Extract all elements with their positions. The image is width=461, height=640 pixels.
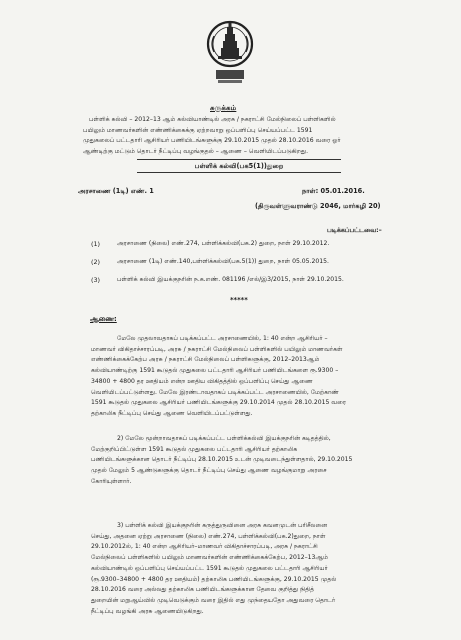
order-number: அரசாணை (1டி) எண். 1 bbox=[78, 187, 154, 195]
paragraph-line: நீட்டிப்பு வழங்கி அரசு ஆணையிடுகிறது. bbox=[91, 607, 204, 615]
divider-line bbox=[137, 159, 341, 160]
paragraph-line: 29.10.2012ல், 1: 40 என்ற ஆசிரியர்–மாணவர் விகிதாச்சாரப்படி, அரசு / நகராட்சி bbox=[91, 543, 318, 551]
paragraph-line: 28.10.2016 வரை அல்லது தற்காலிக பணியிடங்களுக்கான தேவை குறித்து நிதித் bbox=[91, 586, 315, 594]
paragraph-line: மாணவர் விகிதாச்சாரப்படி, அரசு / நகராட்சி மேல்நிலைப் பள்ளிகளில் பயிலும் மாணவர்கள் bbox=[91, 345, 343, 353]
reference-text: அரசாணை (நிலை) எண்.274, பள்ளிக்கல்வி(பக.2) துறை, நாள் 29.10.2012. bbox=[117, 240, 330, 247]
tamil-calendar-date: (திருவள்ளுவராண்டு 2046, மார்கழி 20) bbox=[255, 202, 381, 210]
paragraph-line: (ரூ.9300–34800 + 4800 தர ஊதியம்) தற்காலிக பணியிடங்களுக்கு, 29.10.2015 முதல் bbox=[91, 575, 337, 583]
subject-line: முதுகலைப் பட்டதாரி ஆசிரியர் பணியிடங்களுக்கு 29.10.2015 முதல் 28.10.2016 வரை ஓர் bbox=[83, 137, 341, 145]
paragraph-line: 3) பள்ளிக் கல்வி இயக்குநரின் கருத்துருவினை அரசு கவனமுடன் பரிசீலனை bbox=[117, 522, 328, 529]
order-heading: ஆணை: bbox=[90, 315, 117, 323]
subject-line: பள்ளிக் கல்வி – 2012–13 ஆம் கல்வியாண்டில் அரசு / நகராட்சி மேல்நிலைப் பள்ளிகளில் bbox=[89, 116, 336, 123]
document-title: சுருக்கம் bbox=[210, 103, 237, 112]
paragraph-line: மேலே முதலாவதாகப் படிக்கப்பட்ட அரசாணையில், 1: 40 என்ற ஆசிரியர் – bbox=[117, 335, 328, 342]
references-heading: படிக்கப்பட்டவை:– bbox=[327, 227, 382, 234]
reference-text: அரசாணை (1டி) எண்.140,பள்ளிக்கல்வி(பக.5(1)) துறை, நாள் 05.05.2015. bbox=[117, 258, 329, 265]
paragraph-line: மேல்நிலைப் பள்ளிகளில் பயிலும் மாணவர்களின் எண்ணிக்கைக்கேற்ப, 2012–13ஆம் bbox=[91, 554, 329, 562]
order-paragraph-2 bbox=[91, 434, 407, 488]
order-paragraph-1 bbox=[91, 334, 407, 420]
paragraph-line: மேற்குறிப்பிட்டுள்ள 1591 கூடுதல் முதுகலை பட்டதாரி ஆசிரியர் தற்காலிக bbox=[91, 445, 298, 453]
subject-line: ஆண்டிற்கு மட்டும் தொடர் நீட்டிப்பு வழங்குதல் – ஆணை – வெளியிடப்படுகிறது. bbox=[83, 147, 309, 155]
section-separator: ***** bbox=[230, 296, 248, 304]
paragraph-line: முதல் மேலும் 5 ஆண்டுகளுக்கு தொடர் நீட்டிப்பு செய்து ஆணை வழங்குமாறு அரசை bbox=[91, 467, 327, 475]
paragraph-line: கோரியுள்ளார். bbox=[91, 477, 132, 485]
paragraph-line: பணியிடங்களுக்கான தொடர் நீட்டிப்பு 28.10.2015 உடன் முடிவடைந்துள்ளதால், 29.10.2015 bbox=[91, 456, 353, 464]
divider-line bbox=[137, 172, 341, 173]
subject-line: பயிலும் மாணவர்களின் எண்ணிக்கைக்கு ஏற்றவாறு ஒப்பளிப்பு செய்யப்பட்ட 1591 bbox=[83, 126, 313, 134]
paragraph-line: எண்ணிக்கைக்கேற்ப அரசு / நகராட்சி மேல்நிலைப் பள்ளிகளுக்கு, 2012–2013ஆம் bbox=[91, 356, 320, 364]
order-subject bbox=[83, 115, 383, 157]
paragraph-line: தற்காலிக நீட்டிப்பு செய்து ஆணை வெளியிடப்பட்டுள்ளது. bbox=[91, 409, 253, 417]
reference-number: (1) bbox=[91, 240, 101, 248]
order-paragraph-3 bbox=[91, 521, 407, 617]
reference-text: பள்ளிக் கல்வி இயக்குநரின் ந.க.எண். 081196 /எல்/இ3/2015, நாள் 29.10.2015. bbox=[117, 276, 344, 283]
paragraph-line: கல்வியாண்டில் ஒப்பளிப்பு செய்யப்பட்ட 1591 கூடுதல் முதுகலை பட்டதாரி ஆசிரியர் bbox=[91, 564, 328, 572]
paragraph-line: துறையின் மறுஆய்வில் முடிவெடுக்கும் வரை இதில் எது முந்தையதோ அதுவரை தொடர் bbox=[91, 596, 336, 604]
paragraph-line: செய்து, அதனை ஏற்று அரசாணை (நிலை) எண்.274, பள்ளிக்கல்வி(பக.2)துறை, நாள் bbox=[91, 532, 326, 540]
paragraph-line: 34800 + 4800 தர ஊதியம் என்ற ஊதிய விகிதத்தில் ஒப்பளிப்பு செய்து ஆணை bbox=[91, 377, 313, 385]
paragraph-line: 1591 கூடுதல் முதுகலை ஆசிரியர் பணியிடங்களுக்கு 29.10.2014 முதல் 28.10.2015 வரை bbox=[91, 399, 347, 407]
state-emblem-icon bbox=[206, 14, 254, 90]
order-date: நாள்: 05.01.2016. bbox=[302, 187, 365, 195]
reference-number: (2) bbox=[91, 258, 101, 266]
department-heading: பள்ளிக் கல்வி(பக5(1))துறை bbox=[194, 162, 284, 170]
reference-number: (3) bbox=[91, 276, 101, 284]
paragraph-line: 2) மேலே மூன்றாவதாகப் படிக்கப்பட்ட பள்ளிக்கல்வி இயக்குநரின் கடிதத்தில், bbox=[117, 435, 331, 442]
paragraph-line: வெளியிடப்பட்டுள்ளது. மேலே இரண்டாவதாகப் படிக்கப்பட்ட அரசாணையில், மேற்காண் bbox=[91, 388, 339, 396]
paragraph-line: கல்வியாண்டிற்கு 1591 கூடுதல் முதுகலை பட்டதாரி ஆசிரியர் பணியிடங்களை ரூ.9300 – bbox=[91, 367, 339, 375]
